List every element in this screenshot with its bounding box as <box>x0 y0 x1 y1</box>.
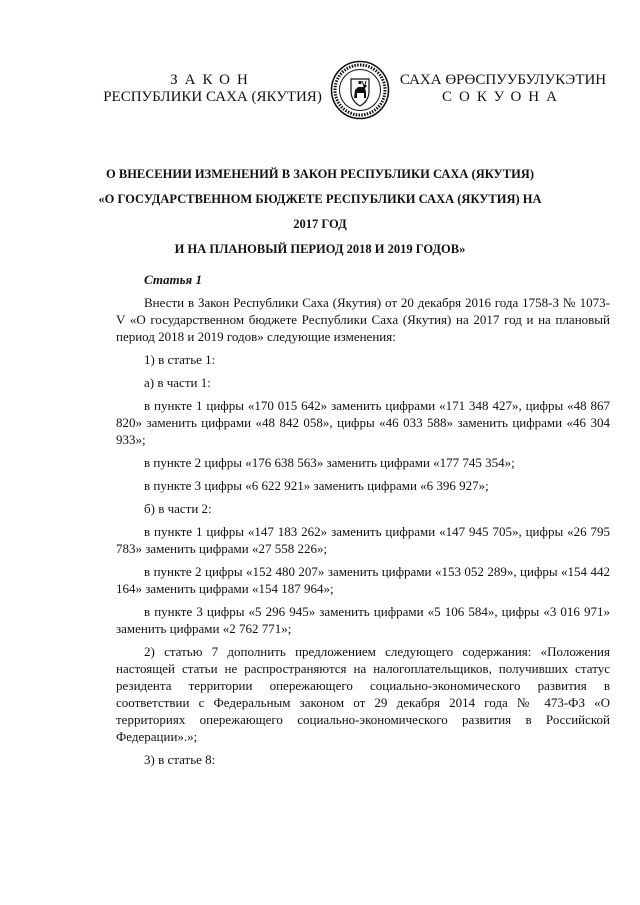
paragraph-item-1: 1) в статье 1: <box>144 352 216 367</box>
header-right-title: САХА ӨРӨСПУУБУЛУКЭТИН <box>399 72 607 88</box>
paragraph-b-point-1: в пункте 1 цифры «147 183 262» заменить цифрами «147 945 705», цифры «26 795 783» заменить цифрами «27 558 226»; <box>116 524 610 556</box>
law-title <box>90 162 550 262</box>
law-title-line-2: «О ГОСУДАРСТВЕННОМ БЮДЖЕТЕ РЕСПУБЛИКИ САХА (ЯКУТИЯ) НА 2017 ГОД <box>98 192 542 231</box>
paragraph-intro: Внести в Закон Республики Саха (Якутия) от 20 декабря 2016 года 1758-З № 1073-V «О государственном бюджете Республики Саха (Якутия) на 2017 год и на плановый период 2018 и 2019 годов» следующие изменения: <box>116 295 610 344</box>
article-body <box>116 294 610 774</box>
coat-of-arms-seal-icon <box>330 60 390 120</box>
header-left <box>100 72 325 106</box>
law-title-line-3: И НА ПЛАНОВЫЙ ПЕРИОД 2018 И 2019 ГОДОВ» <box>174 242 466 256</box>
header-left-subtitle: РЕСПУБЛИКИ САХА (ЯКУТИЯ) <box>103 89 322 105</box>
paragraph-subitem-b: б) в части 2: <box>144 501 212 516</box>
header-left-title: ЗАКОН <box>170 72 255 88</box>
header-right-subtitle: СОКУОНА <box>442 89 564 105</box>
header-right <box>398 72 608 106</box>
paragraph-item-2: 2) статью 7 дополнить предложением следующего содержания: «Положения настоящей статьи не распространяются на налогоплательщиков, получивших статус резидента территории опережающего социально-экономического развития в соответствии с Федеральным законом от 29 декабря 2014 года № 473-ФЗ «О территориях опережающего социально-экономического развития в Российской Федерации».»; <box>116 644 610 744</box>
paragraph-subitem-a: а) в части 1: <box>144 375 211 390</box>
paragraph-item-3: 3) в статье 8: <box>144 752 216 767</box>
law-title-line-1: О ВНЕСЕНИИ ИЗМЕНЕНИЙ В ЗАКОН РЕСПУБЛИКИ САХА (ЯКУТИЯ) <box>106 167 534 181</box>
paragraph-a-point-3: в пункте 3 цифры «6 622 921» заменить цифрами «6 396 927»; <box>144 478 489 493</box>
article-heading: Статья 1 <box>144 272 202 287</box>
paragraph-b-point-2: в пункте 2 цифры «152 480 207» заменить цифрами «153 052 289», цифры «154 442 164» заменить цифрами «154 187 964»; <box>116 564 610 596</box>
paragraph-a-point-1: в пункте 1 цифры «170 015 642» заменить цифрами «171 348 427», цифры «48 867 820» заменить цифрами «48 842 058», цифры «46 033 588» заменить цифрами «46 304 933»; <box>116 398 610 447</box>
paragraph-a-point-2: в пункте 2 цифры «176 638 563» заменить цифрами «177 745 354»; <box>144 455 515 470</box>
paragraph-b-point-3: в пункте 3 цифры «5 296 945» заменить цифрами «5 106 584», цифры «3 016 971» заменить цифрами «2 762 771»; <box>116 604 610 636</box>
